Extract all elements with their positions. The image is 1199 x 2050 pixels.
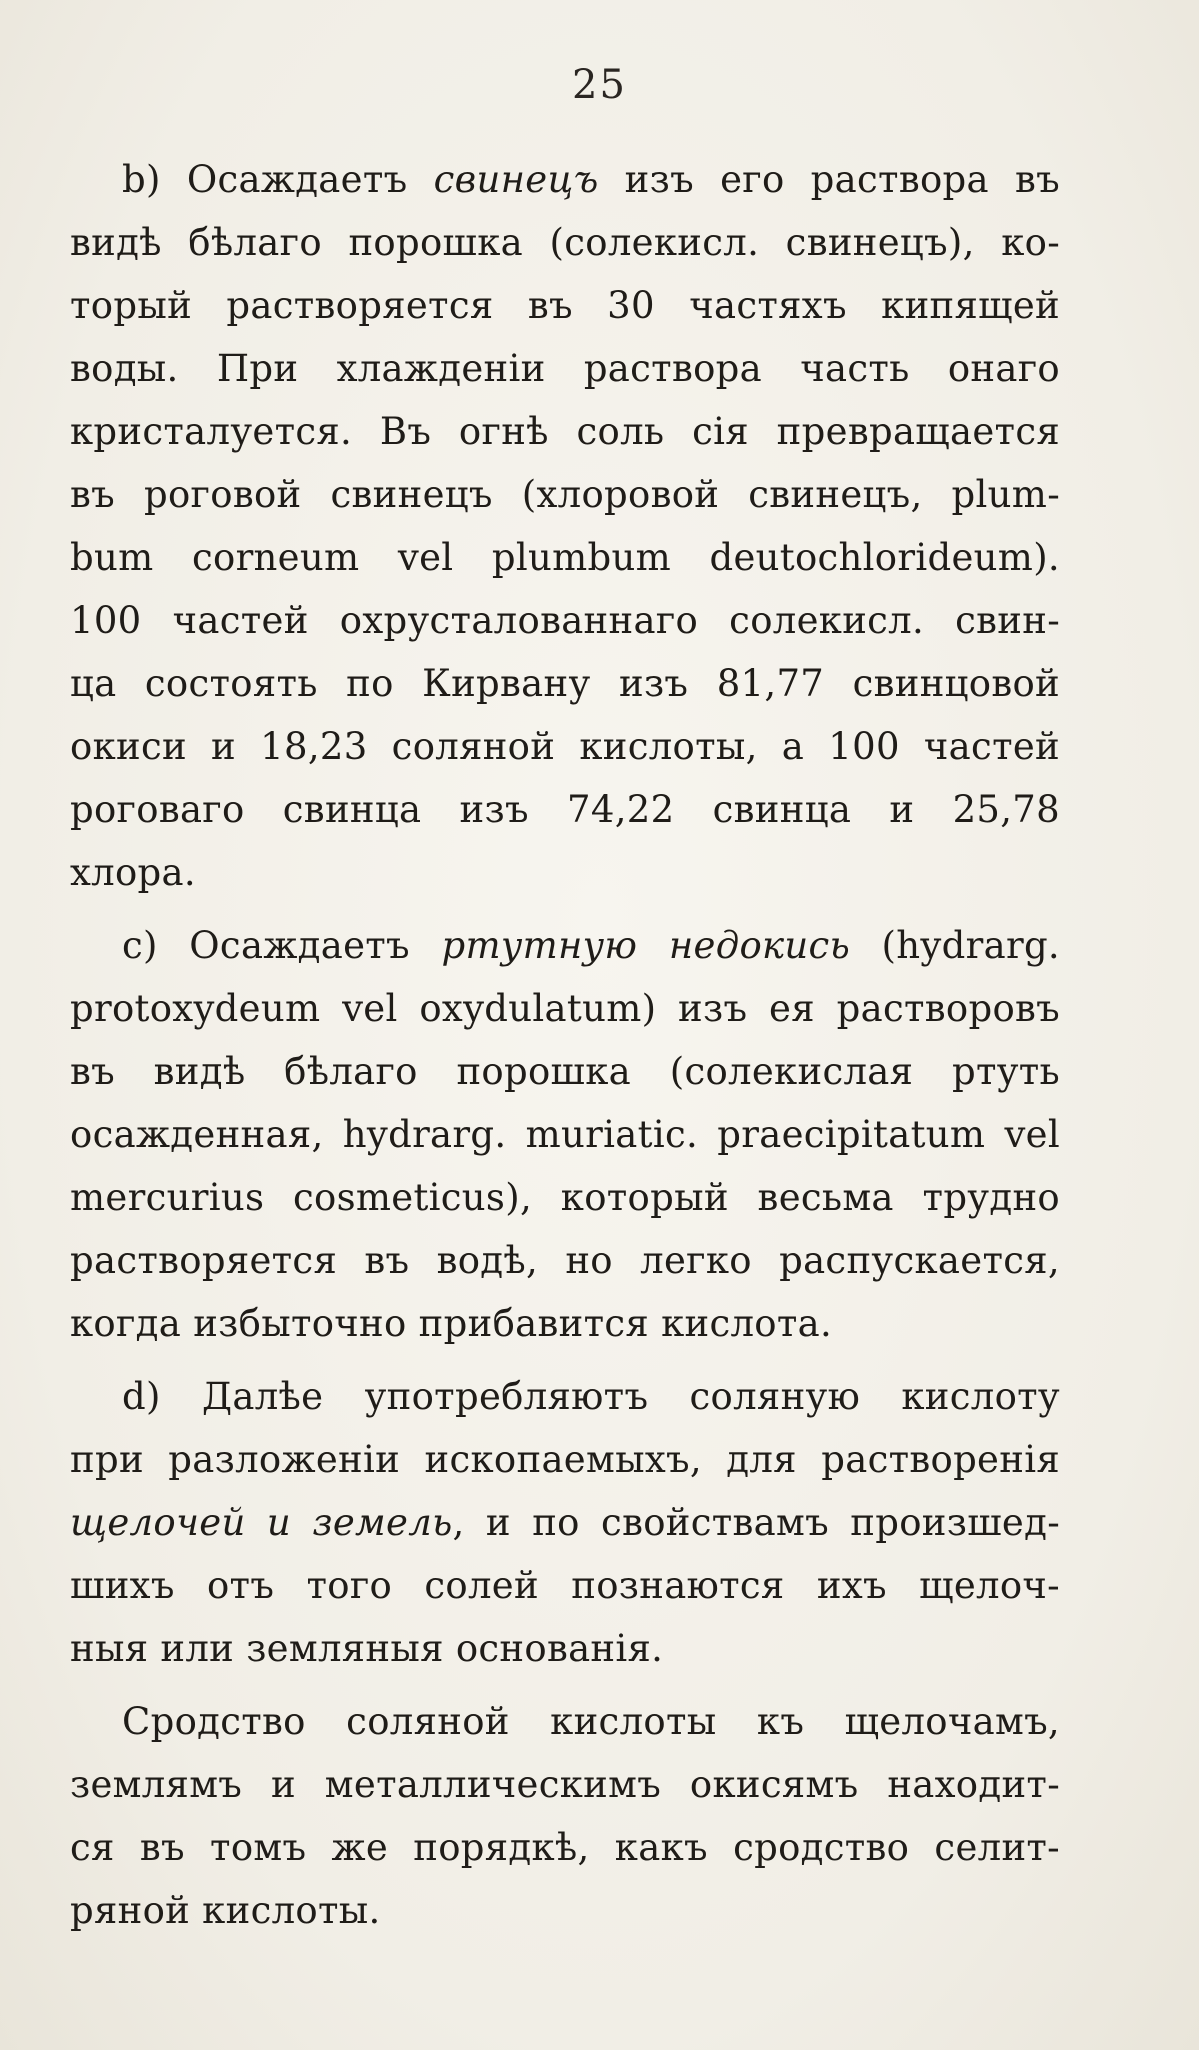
paragraph bbox=[70, 1690, 1060, 1942]
text-run: ца состоять по Кирвану изъ 81,77 свинцовой bbox=[70, 662, 1060, 705]
text-run: mercurius cosmeticus), который весьма трудно bbox=[70, 1176, 1060, 1219]
italic-term: свинецъ bbox=[433, 158, 599, 201]
text-line bbox=[70, 463, 1060, 526]
text-line bbox=[70, 1103, 1060, 1166]
text-run: protoxydeum vel oxydulatum) изъ ея растворовъ bbox=[70, 987, 1060, 1030]
text-line bbox=[70, 1166, 1060, 1229]
text-run: хлора. bbox=[70, 851, 196, 894]
text-run: ся въ томъ же порядкѣ, какъ сродство селит- bbox=[70, 1826, 1060, 1869]
text-run: шихъ отъ того солей познаются ихъ щелоч- bbox=[70, 1564, 1060, 1607]
text-run: землямъ и металлическимъ окисямъ находит- bbox=[70, 1763, 1060, 1806]
text-line bbox=[70, 1428, 1060, 1491]
text-line bbox=[70, 778, 1060, 841]
text-line bbox=[70, 589, 1060, 652]
text-run: роговаго свинца изъ 74,22 свинца и 25,78 bbox=[70, 788, 1060, 831]
text-line bbox=[70, 841, 1060, 904]
text-line bbox=[70, 211, 1060, 274]
text-run: ныя или земляныя основанія. bbox=[70, 1627, 664, 1670]
text-line bbox=[70, 652, 1060, 715]
paragraph bbox=[70, 1365, 1060, 1680]
paragraph-gap bbox=[70, 904, 1060, 914]
text-line bbox=[70, 337, 1060, 400]
text-line bbox=[70, 715, 1060, 778]
text-line bbox=[70, 1040, 1060, 1103]
paragraph-gap bbox=[70, 1355, 1060, 1365]
body-text bbox=[70, 148, 1060, 1942]
paragraph-gap bbox=[70, 1680, 1060, 1690]
text-line bbox=[70, 400, 1060, 463]
text-run: въ видѣ бѣлаго порошка (солекислая ртуть bbox=[70, 1050, 1060, 1093]
text-run: , и по свойствамъ произшед- bbox=[452, 1501, 1060, 1544]
text-line bbox=[70, 1554, 1060, 1617]
text-line bbox=[70, 977, 1060, 1040]
text-line bbox=[70, 1229, 1060, 1292]
italic-term: ртутную недокись bbox=[441, 924, 851, 967]
text-line bbox=[70, 1491, 1060, 1554]
text-run: осажденная, hydrarg. muriatic. praecipitatum vel bbox=[70, 1113, 1060, 1156]
text-line bbox=[70, 148, 1060, 211]
text-run: ряной кислоты. bbox=[70, 1889, 381, 1932]
text-run: растворяется въ водѣ, но легко распускается, bbox=[70, 1239, 1060, 1282]
text-line bbox=[70, 1816, 1060, 1879]
text-run: въ роговой свинецъ (хлоровой свинецъ, plum- bbox=[70, 473, 1060, 516]
text-run: торый растворяется въ 30 частяхъ кипящей bbox=[70, 284, 1060, 327]
text-run: воды. При хлажденіи раствора часть онаго bbox=[70, 347, 1060, 390]
text-run: 100 частей охрусталованнаго солекисл. свин- bbox=[70, 599, 1060, 642]
text-run: окиси и 18,23 соляной кислоты, а 100 частей bbox=[70, 725, 1060, 768]
text-run: c) Осаждаетъ bbox=[122, 924, 442, 967]
paragraph bbox=[70, 914, 1060, 1355]
text-run: кристалуется. Въ огнѣ соль сія превращается bbox=[70, 410, 1060, 453]
text-run: изъ его раствора въ bbox=[598, 158, 1060, 201]
text-line bbox=[70, 1690, 1060, 1753]
paragraph bbox=[70, 148, 1060, 904]
text-run: видѣ бѣлаго порошка (солекисл. свинецъ), ко- bbox=[70, 221, 1060, 264]
text-line bbox=[70, 274, 1060, 337]
text-run: при разложеніи ископаемыхъ, для растворенія bbox=[70, 1438, 1060, 1481]
text-line bbox=[70, 1292, 1060, 1355]
page-number: 25 bbox=[572, 62, 627, 108]
text-run: (hydrarg. bbox=[850, 924, 1060, 967]
text-line bbox=[70, 526, 1060, 589]
text-line bbox=[70, 1365, 1060, 1428]
text-run: Сродство соляной кислоты къ щелочамъ, bbox=[122, 1700, 1060, 1743]
text-line bbox=[70, 914, 1060, 977]
text-run: bum corneum vel plumbum deutochlorideum). bbox=[70, 536, 1060, 579]
text-line bbox=[70, 1617, 1060, 1680]
italic-term: щелочей и земель bbox=[70, 1501, 453, 1544]
text-run: когда избыточно прибавится кислота. bbox=[70, 1302, 833, 1345]
text-run: d) Далѣе употребляютъ соляную кислоту bbox=[122, 1375, 1060, 1418]
text-line bbox=[70, 1879, 1060, 1942]
text-run: b) Осаждаетъ bbox=[122, 158, 434, 201]
text-line bbox=[70, 1753, 1060, 1816]
